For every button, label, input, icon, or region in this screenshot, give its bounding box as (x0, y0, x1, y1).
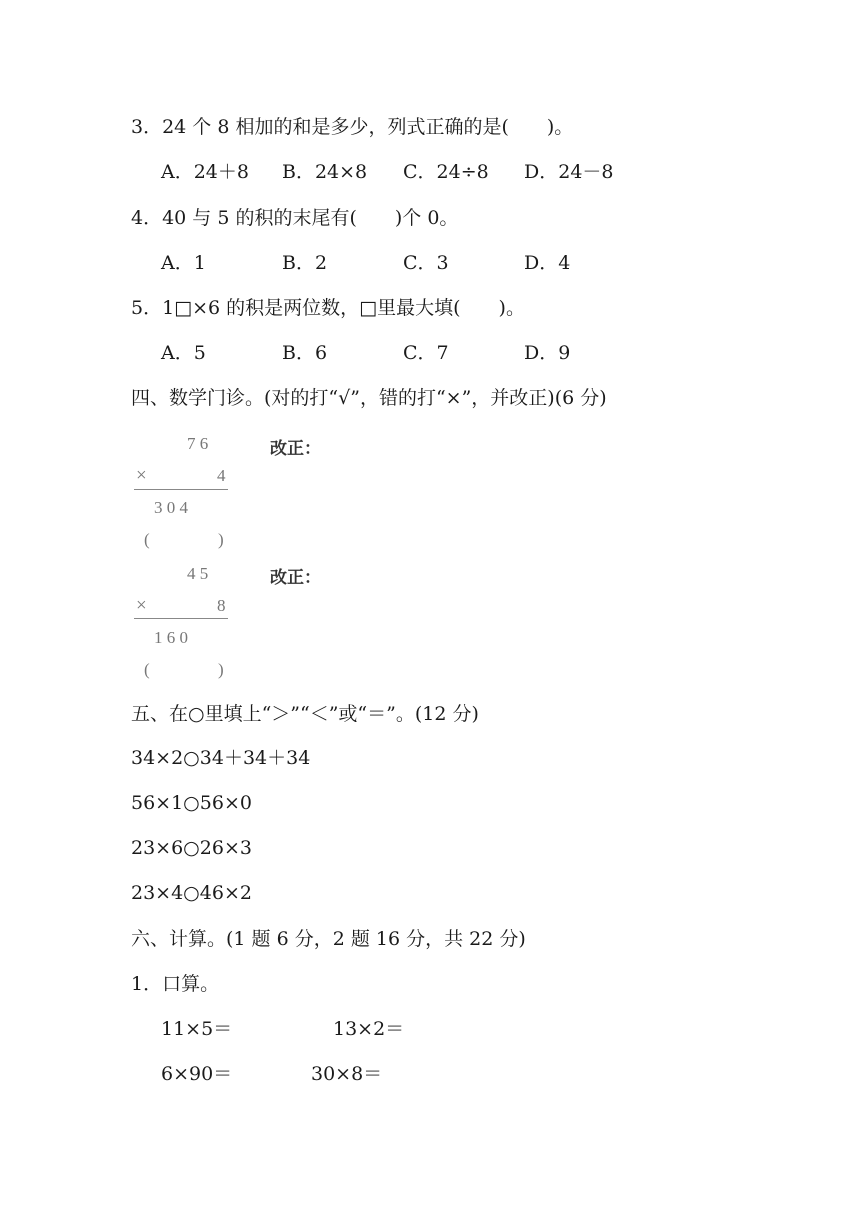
question-5-stem: 5．1□×6 的积是两位数，□里最大填( )。 (131, 297, 525, 319)
q5-option-d[interactable]: D．9 (524, 342, 571, 364)
calc2-times-sign: × (136, 595, 147, 616)
q3-option-d[interactable]: D．24－8 (524, 161, 614, 183)
q5-option-c[interactable]: C．7 (403, 342, 449, 364)
calc2-multiplier: 8 (217, 596, 226, 615)
mental-calc-4[interactable]: 30×8＝ (311, 1063, 383, 1085)
q3-option-a[interactable]: A．24＋8 (161, 161, 249, 183)
calc1-rule (134, 489, 228, 490)
q4-option-c[interactable]: C．3 (403, 252, 449, 274)
mental-calc-2[interactable]: 13×2＝ (333, 1018, 405, 1040)
q5-option-b[interactable]: B．6 (282, 342, 328, 364)
calc1-paren-close: ) (218, 530, 224, 549)
calc2-paren-close: ) (218, 660, 224, 679)
vertical-calc-1 (132, 432, 232, 552)
compare-item-1[interactable]: 34×2○34＋34＋34 (131, 747, 311, 769)
compare-item-2[interactable]: 56×1○56×0 (131, 792, 252, 814)
calc2-top: 4 5 (187, 564, 209, 583)
q5-option-a[interactable]: A．5 (161, 342, 206, 364)
calc1-multiplier: 4 (217, 466, 226, 485)
question-4-stem: 4．40 与 5 的积的末尾有( )个 0。 (131, 207, 459, 229)
section-4-title: 四、数学门诊。(对的打“√”，错的打“×”，并改正)(6 分) (131, 387, 607, 409)
fix-label-2: 改正： (270, 568, 321, 588)
q4-option-b[interactable]: B．2 (282, 252, 328, 274)
compare-item-3[interactable]: 23×6○26×3 (131, 837, 252, 859)
section-5-title: 五、在○里填上“＞”“＜”或“＝”。(12 分) (131, 703, 479, 725)
calc1-times-sign: × (136, 465, 147, 486)
section-6-sub-1: 1．口算。 (131, 973, 220, 995)
q3-option-b[interactable]: B．24×8 (282, 161, 368, 183)
vertical-calc-2 (132, 562, 232, 682)
mental-calc-1[interactable]: 11×5＝ (161, 1018, 233, 1040)
calc1-result: 3 0 4 (154, 498, 188, 517)
q3-option-c[interactable]: C．24÷8 (403, 161, 489, 183)
mental-calc-3[interactable]: 6×90＝ (161, 1063, 233, 1085)
calc2-result: 1 6 0 (154, 628, 188, 647)
calc1-paren-open: ( (144, 530, 150, 549)
section-6-title: 六、计算。(1 题 6 分，2 题 16 分，共 22 分) (131, 928, 526, 950)
compare-item-4[interactable]: 23×4○46×2 (131, 882, 252, 904)
calc2-rule (134, 618, 228, 619)
q4-option-a[interactable]: A．1 (161, 252, 206, 274)
fix-label-1: 改正： (270, 439, 321, 459)
calc1-top: 7 6 (187, 434, 209, 453)
question-3-stem: 3．24 个 8 相加的和是多少，列式正确的是( )。 (131, 116, 574, 138)
q4-option-d[interactable]: D．4 (524, 252, 571, 274)
calc2-paren-open: ( (144, 660, 150, 679)
